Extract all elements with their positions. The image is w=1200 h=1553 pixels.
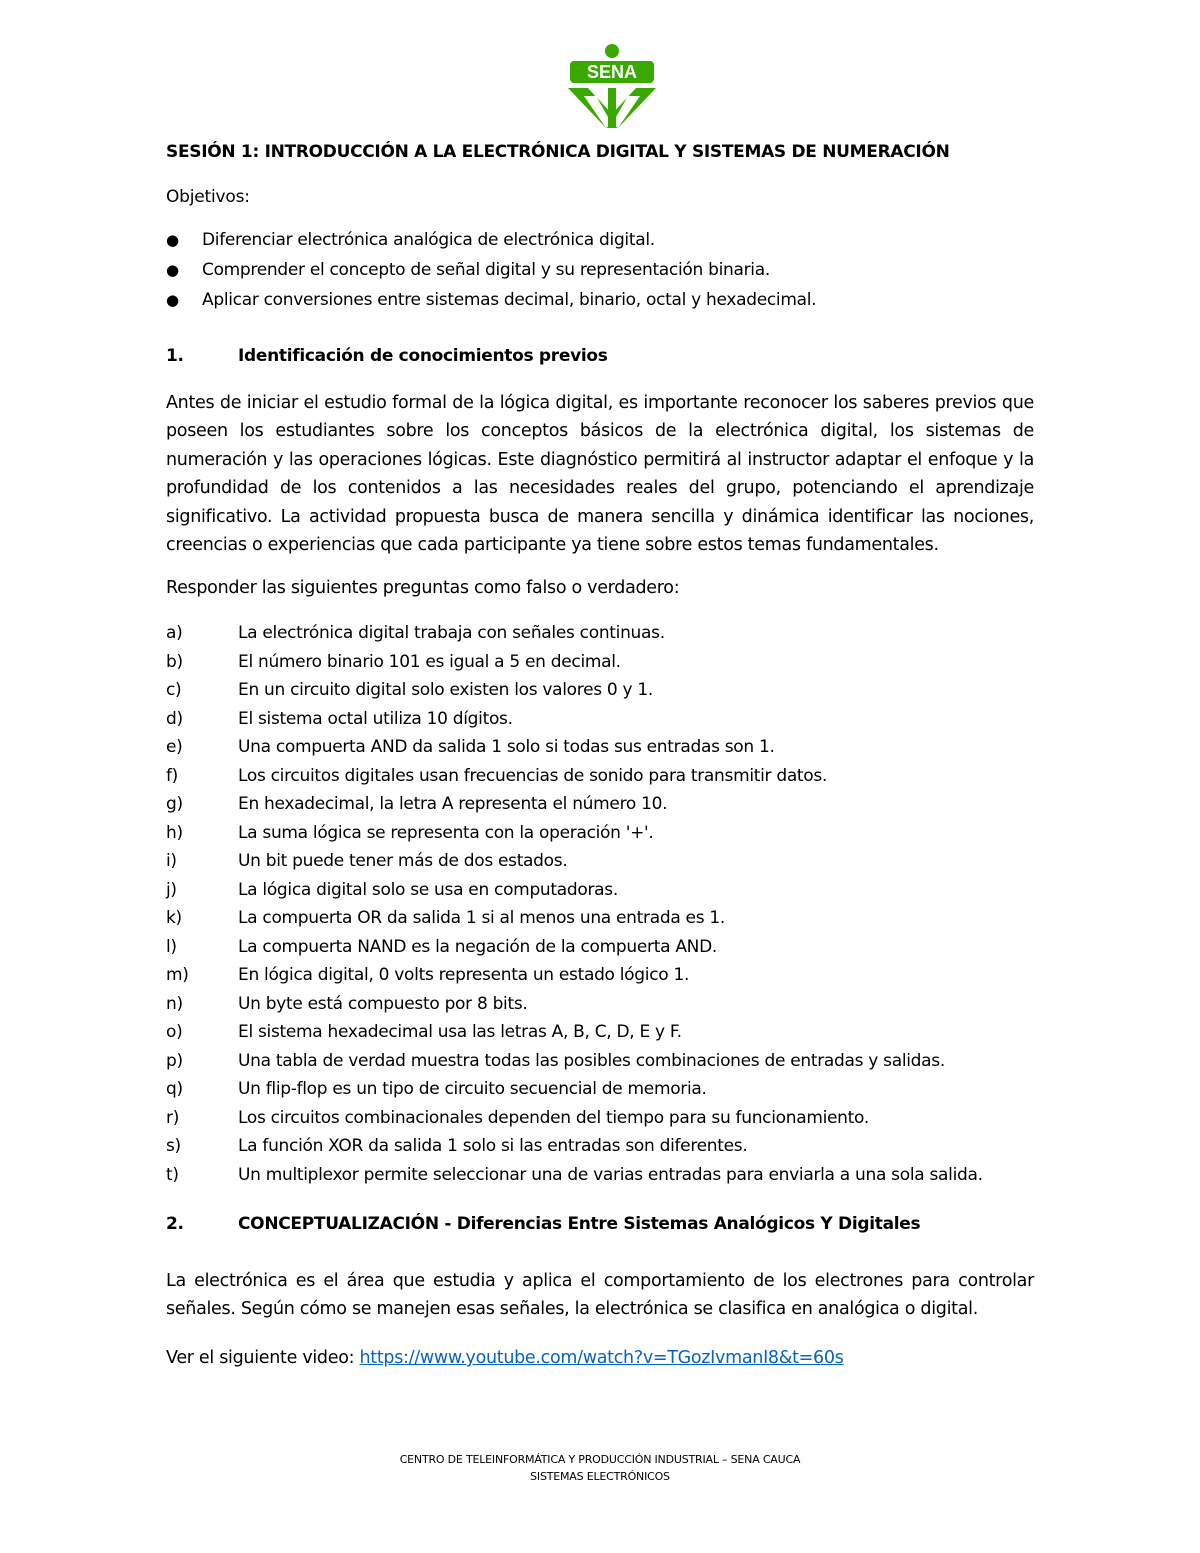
- question-letter: q): [166, 1079, 183, 1099]
- questions-list: [166, 623, 1066, 1193]
- objective-text: Comprender el concepto de señal digital y su representación binaria.: [202, 260, 770, 280]
- question-item: [166, 994, 1066, 1023]
- sena-logo-text: SENA: [586, 62, 638, 82]
- question-text: El número binario 101 es igual a 5 en decimal.: [238, 651, 621, 672]
- question-letter: h): [166, 822, 183, 843]
- question-letter: e): [166, 737, 183, 757]
- question-letter: c): [166, 680, 182, 700]
- section2-title: CONCEPTUALIZACIÓN - Diferencias Entre Sistemas Analógicos Y Digitales: [238, 1214, 921, 1234]
- video-label: Ver el siguiente video:: [166, 1348, 360, 1368]
- objective-text: Aplicar conversiones entre sistemas decimal, binario, octal y hexadecimal.: [202, 290, 817, 310]
- question-letter: l): [166, 936, 177, 957]
- objective-item: [166, 290, 1046, 320]
- question-letter: m): [166, 965, 189, 985]
- section2-number: 2.: [166, 1214, 184, 1234]
- question-item: [166, 880, 1066, 909]
- question-letter: g): [166, 794, 183, 814]
- question-letter: j): [166, 879, 177, 900]
- question-text: Un flip-flop es un tipo de circuito secuencial de memoria.: [238, 1079, 707, 1099]
- bullet-icon: ●: [166, 261, 179, 279]
- question-item: [166, 1108, 1066, 1137]
- question-text: El sistema hexadecimal usa las letras A, B, C, D, E y F.: [238, 1022, 682, 1042]
- question-text: Los circuitos combinacionales dependen del tiempo para su funcionamiento.: [238, 1107, 869, 1128]
- question-letter: o): [166, 1022, 183, 1042]
- question-item: [166, 737, 1066, 766]
- bullet-icon: ●: [166, 291, 179, 309]
- question-item: [166, 709, 1066, 738]
- question-text: La electrónica digital trabaja con señales continuas.: [238, 623, 665, 643]
- objective-item: [166, 260, 1046, 290]
- question-text: La función XOR da salida 1 solo si las entradas son diferentes.: [238, 1136, 748, 1156]
- question-text: Una compuerta AND da salida 1 solo si todas sus entradas son 1.: [238, 737, 775, 757]
- question-letter: k): [166, 908, 182, 928]
- section1-instruction: Responder las siguientes preguntas como falso o verdadero:: [166, 578, 680, 598]
- question-text: La compuerta NAND es la negación de la compuerta AND.: [238, 936, 717, 957]
- question-letter: a): [166, 623, 183, 643]
- question-text: Una tabla de verdad muestra todas las posibles combinaciones de entradas y salidas.: [238, 1050, 945, 1071]
- question-letter: s): [166, 1136, 181, 1156]
- video-link[interactable]: https://www.youtube.com/watch?v=TGozIvmanI8&t=60s: [359, 1348, 844, 1368]
- question-item: [166, 1079, 1066, 1108]
- question-item: [166, 908, 1066, 937]
- objective-text: Diferenciar electrónica analógica de electrónica digital.: [202, 230, 655, 250]
- question-text: La suma lógica se representa con la operación '+'.: [238, 822, 654, 843]
- question-item: [166, 1022, 1066, 1051]
- question-item: [166, 623, 1066, 652]
- question-letter: n): [166, 993, 183, 1014]
- question-text: En un circuito digital solo existen los valores 0 y 1.: [238, 680, 654, 700]
- page-title: SESIÓN 1: INTRODUCCIÓN A LA ELECTRÓNICA DIGITAL Y SISTEMAS DE NUMERACIÓN: [166, 142, 950, 162]
- question-item: [166, 965, 1066, 994]
- question-item: [166, 823, 1066, 852]
- question-letter: r): [166, 1107, 180, 1128]
- section1-number: 1.: [166, 346, 184, 366]
- question-item: [166, 937, 1066, 966]
- section1-heading: [166, 346, 1066, 366]
- section2-paragraph: La electrónica es el área que estudia y aplica el comportamiento de los electrones para controlar señales. Según cómo se manejen esas señales, la electrónica se clasifica en analógica o digital.: [166, 1271, 1034, 1320]
- question-item: [166, 1136, 1066, 1165]
- question-item: [166, 1165, 1066, 1194]
- question-item: [166, 652, 1066, 681]
- question-text: En hexadecimal, la letra A representa el número 10.: [238, 794, 668, 814]
- question-letter: d): [166, 708, 183, 729]
- question-item: [166, 1051, 1066, 1080]
- section1-title: Identificación de conocimientos previos: [238, 346, 608, 366]
- question-text: El sistema octal utiliza 10 dígitos.: [238, 708, 513, 729]
- question-item: [166, 851, 1066, 880]
- section1-paragraph: Antes de iniciar el estudio formal de la lógica digital, es importante reconocer los saberes previos que poseen los estudiantes sobre los conceptos básicos de la electrónica digital, los sistemas de numeración y las operaciones lógicas. Este diagnóstico permitirá al instructor adaptar el enfoque y la profundidad de los contenidos a las necesidades reales del grupo, potenciando el aprendizaje significativo. La actividad propuesta busca de manera sencilla y dinámica identificar las nociones, creencias o experiencias que cada participante ya tiene sobre estos temas fundamentales.: [166, 393, 1034, 556]
- objectives-label: Objetivos:: [166, 187, 250, 207]
- question-text: La compuerta OR da salida 1 si al menos una entrada es 1.: [238, 908, 725, 928]
- question-letter: t): [166, 1164, 179, 1185]
- question-letter: b): [166, 651, 183, 672]
- question-letter: p): [166, 1050, 183, 1071]
- sena-logo-graphic: [566, 40, 658, 132]
- question-text: Un multiplexor permite seleccionar una de varias entradas para enviarla a una sola salida.: [238, 1164, 983, 1185]
- question-letter: i): [166, 851, 177, 871]
- video-line: [166, 1348, 844, 1368]
- question-letter: f): [166, 765, 179, 786]
- question-item: [166, 766, 1066, 795]
- objective-item: [166, 230, 1046, 260]
- question-text: Un byte está compuesto por 8 bits.: [238, 993, 528, 1014]
- question-text: La lógica digital solo se usa en computadoras.: [238, 879, 618, 900]
- question-text: Un bit puede tener más de dos estados.: [238, 851, 568, 871]
- question-text: En lógica digital, 0 volts representa un estado lógico 1.: [238, 965, 690, 985]
- footer-line-2: SISTEMAS ELECTRÓNICOS: [530, 1470, 670, 1483]
- sena-logo: [566, 40, 658, 132]
- bullet-icon: ●: [166, 231, 179, 249]
- section2-heading: [166, 1214, 1066, 1234]
- question-item: [166, 794, 1066, 823]
- question-text: Los circuitos digitales usan frecuencias de sonido para transmitir datos.: [238, 765, 828, 786]
- footer-line-1: CENTRO DE TELEINFORMÁTICA Y PRODUCCIÓN INDUSTRIAL – SENA CAUCA: [399, 1453, 801, 1466]
- question-item: [166, 680, 1066, 709]
- objectives-list: [166, 230, 1046, 320]
